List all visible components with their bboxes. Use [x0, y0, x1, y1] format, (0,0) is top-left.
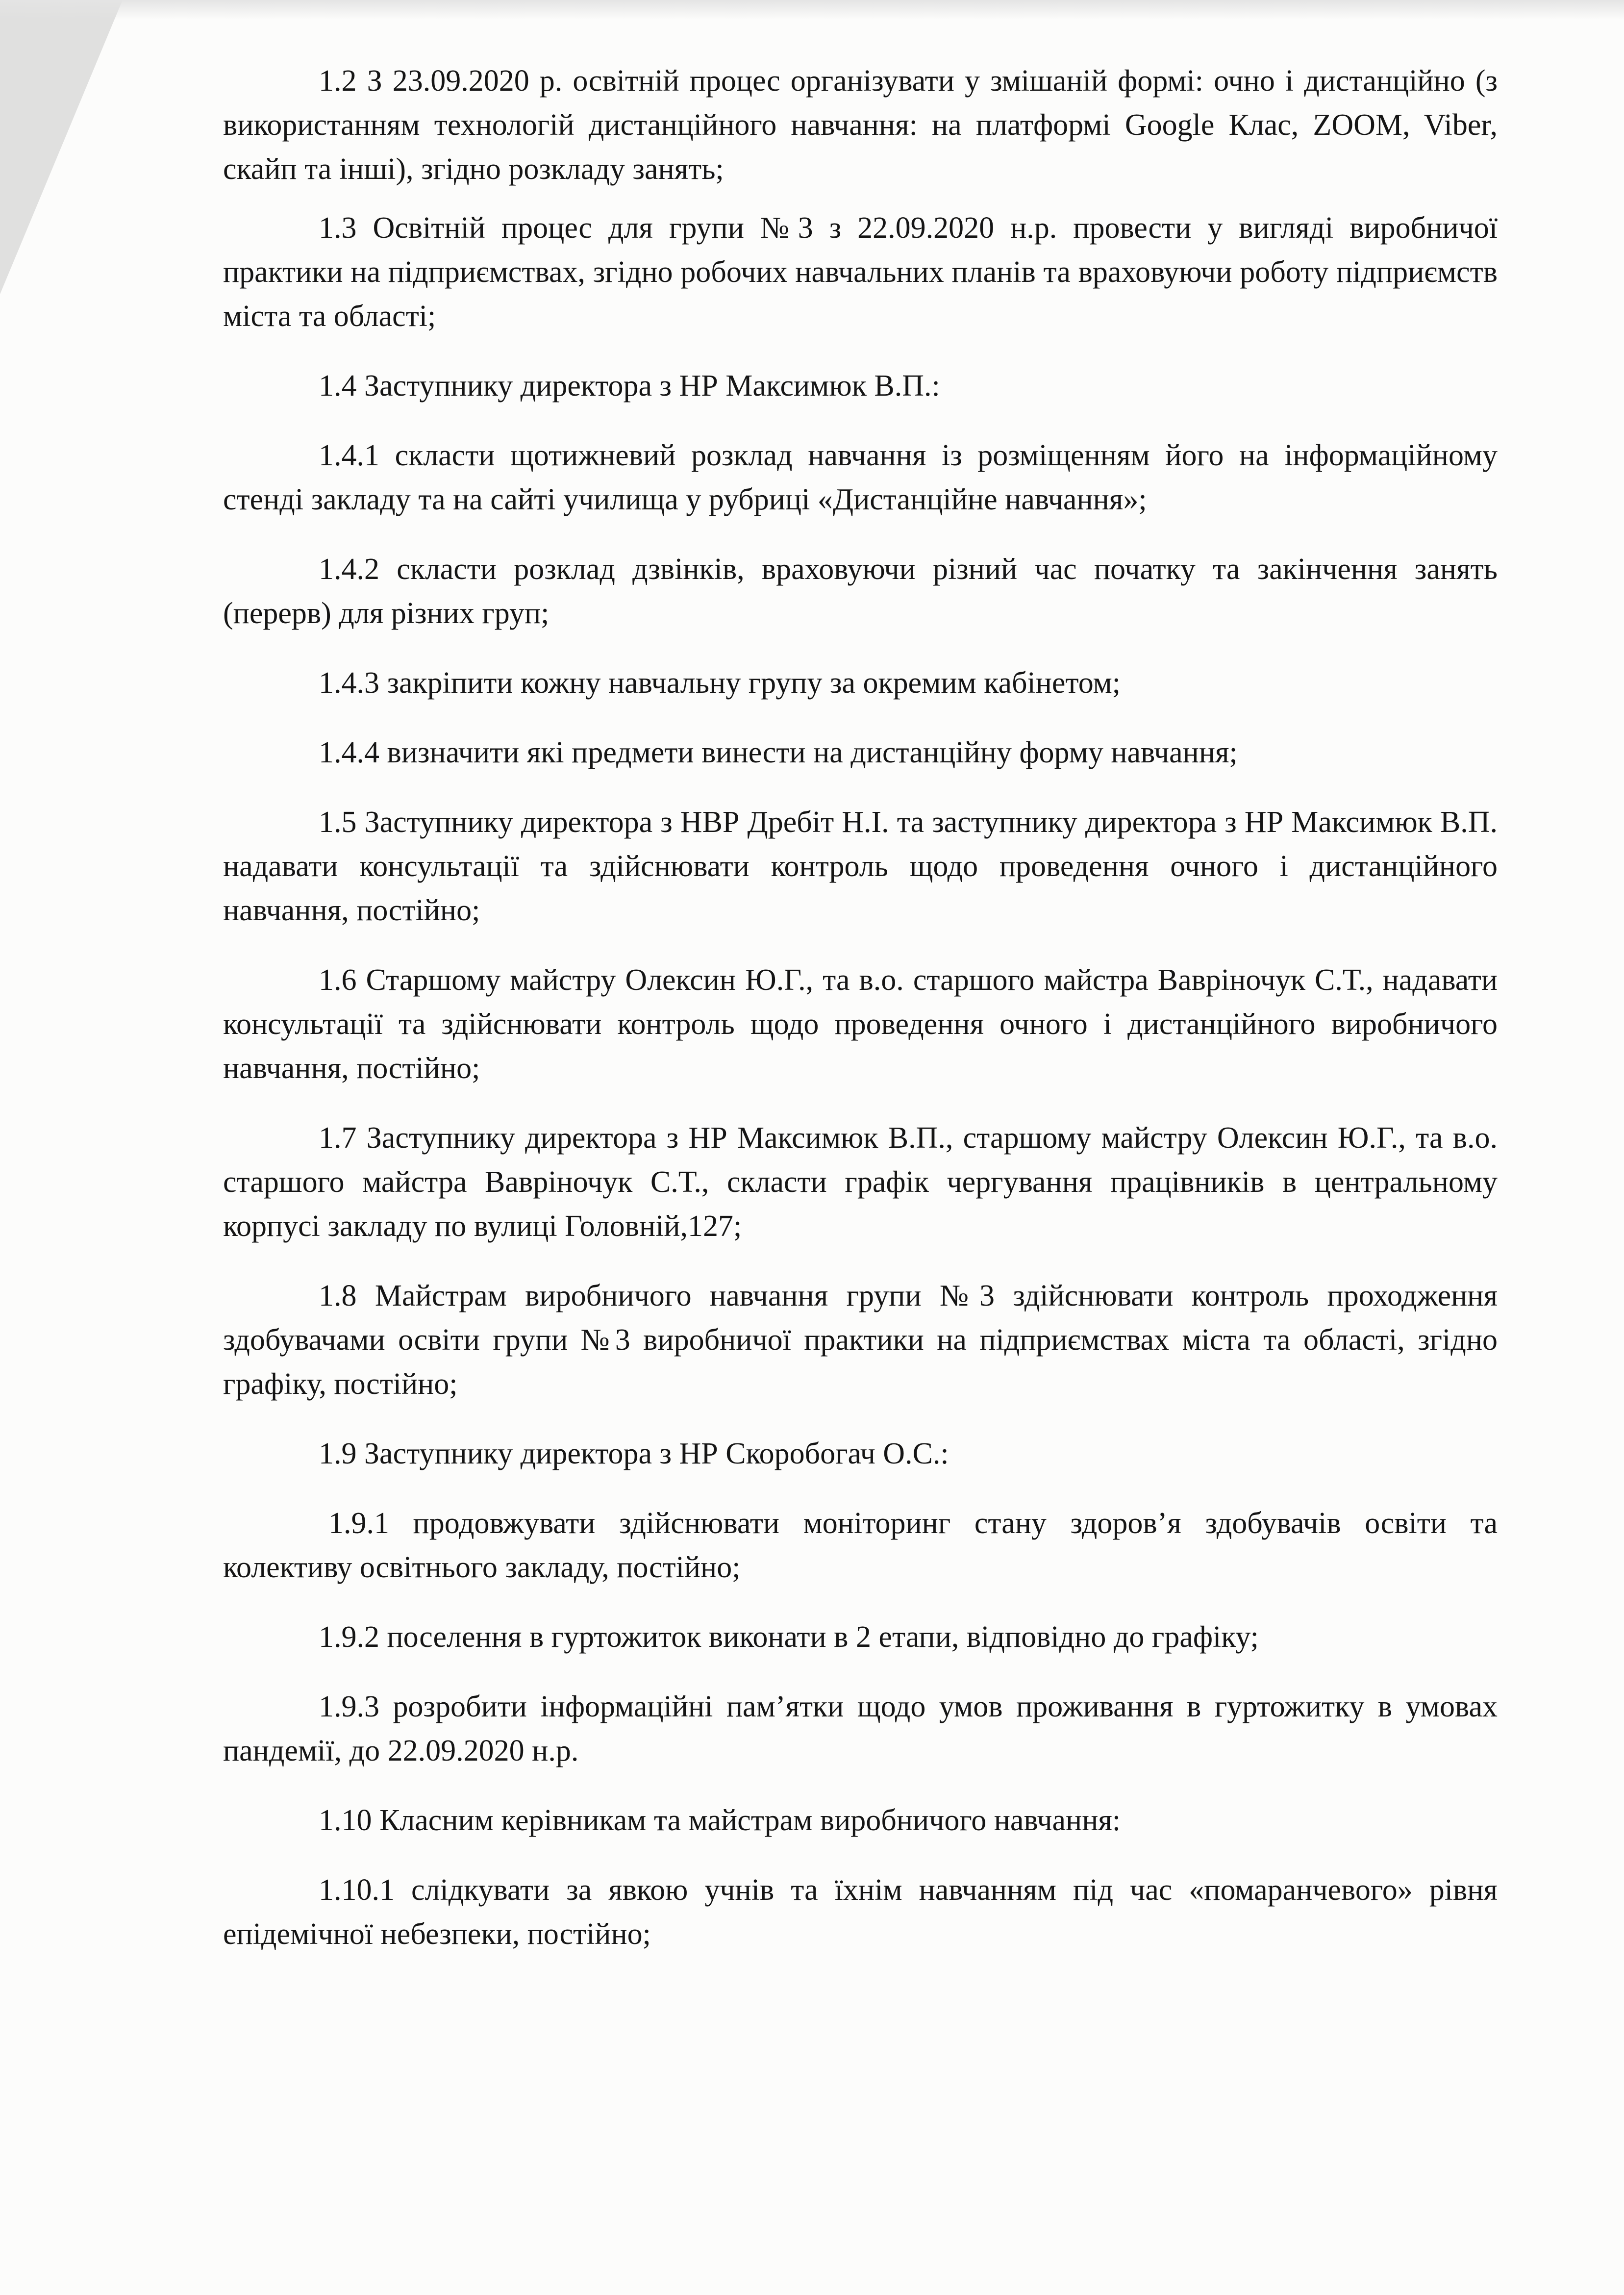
paragraph-1-3: 1.3 Освітній процес для групи №3 з 22.09.2020 н.р. провести у вигляді виробничої практики на підприємствах, згідно робочих навчальних планів та враховуючи роботу підприємств міста та області; [223, 211, 1498, 333]
paragraph-1-6: 1.6 Старшому майстру Олексин Ю.Г., та в.о. старшого майстра Вавріночук С.Т., надавати консультації та здійснювати контроль щодо проведення очного і дистанційного виробничого навчання, постійно; [223, 963, 1498, 1085]
paragraph-1-8: 1.8 Майстрам виробничого навчання групи №3 здійснювати контроль проходження здобувачами освіти групи №3 виробничої практики на підприємствах міста та області, згідно графіку, постійно; [223, 1279, 1498, 1401]
paragraph-1-10-1: 1.10.1 слідкувати за явкою учнів та їхнім навчанням під час «помаранчевого» рівня епідемічної небезпеки, постійно; [223, 1873, 1498, 1951]
document-body [223, 59, 1498, 1956]
paragraph-1-5: 1.5 Заступнику директора з НВР Дребіт Н.І. та заступнику директора з НР Максимюк В.П. надавати консультації та здійснювати контроль щодо проведення очного і дистанційного навчання, постійно; [223, 806, 1498, 927]
paragraph-1-7: 1.7 Заступнику директора з НР Максимюк В.П., старшому майстру Олексин Ю.Г., та в.о. старшого майстра Вавріночук С.Т., скласти графік чергування працівників в центральному корпусі закладу по вулиці Головній,127; [223, 1121, 1498, 1243]
paragraph-1-2: 1.2 З 23.09.2020 р. освітній процес організувати у змішаній формі: очно і дистанційно (з використанням технологій дистанційного навчання: на платформі Google Клас, ZOOM, Viber, скайп та інші), згідно розкладу занять; [223, 64, 1498, 186]
paragraph-1-4-1: 1.4.1 скласти щотижневий розклад навчання із розміщенням його на інформаційному стенді закладу та на сайті училища у рубриці «Дистанційне навчання»; [223, 439, 1498, 516]
paragraph-1-10: 1.10 Класним керівникам та майстрам виробничого навчання: [319, 1804, 1121, 1837]
scan-shadow-corner [0, 0, 123, 294]
paragraph-1-4-3: 1.4.3 закріпити кожну навчальну групу за окремим кабінетом; [319, 666, 1121, 700]
paragraph-1-4: 1.4 Заступнику директора з НР Максимюк В.П.: [319, 369, 940, 403]
paragraph-1-4-4: 1.4.4 визначити які предмети винести на дистанційну форму навчання; [319, 736, 1238, 769]
paragraph-1-9: 1.9 Заступнику директора з НР Скоробогач О.С.: [319, 1437, 949, 1470]
paragraph-1-9-2: 1.9.2 поселення в гуртожиток виконати в 2 етапи, відповідно до графіку; [319, 1620, 1259, 1654]
paragraph-1-4-2: 1.4.2 скласти розклад дзвінків, враховуючи різний час початку та закінчення занять (перерв) для різних груп; [223, 553, 1498, 630]
scan-shadow-edge [0, 0, 1624, 20]
paragraph-1-9-3: 1.9.3 розробити інформаційні пам’ятки щодо умов проживання в гуртожитку в умовах пандемії, до 22.09.2020 н.р. [223, 1690, 1498, 1767]
paragraph-1-9-1: 1.9.1 продовжувати здійснювати моніторинг стану здоров’я здобувачів освіти та колективу освітнього закладу, постійно; [223, 1507, 1498, 1584]
